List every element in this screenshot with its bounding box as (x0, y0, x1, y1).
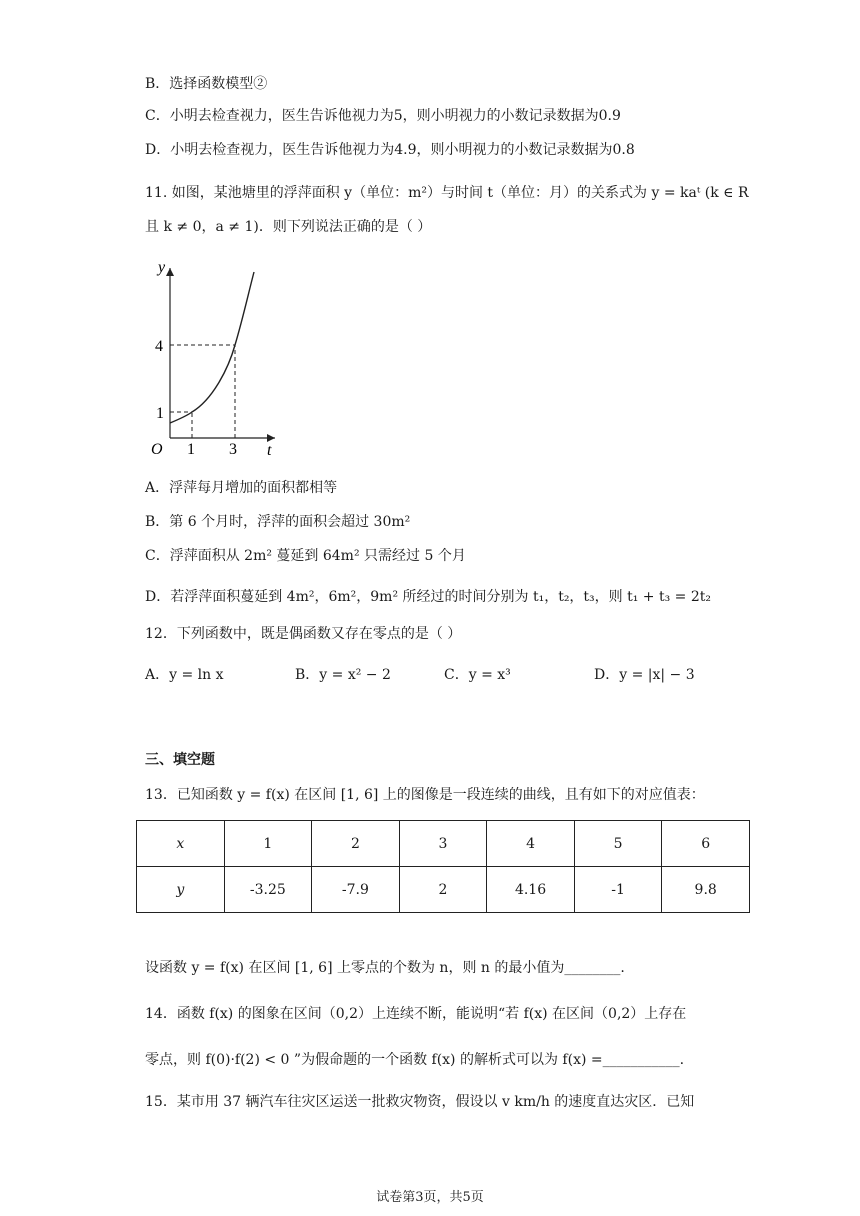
q11-option-a: A．浮萍每月增加的面积都相等 (145, 480, 338, 496)
q12-option-d: D．y = |x| − 3 (594, 667, 695, 683)
exponential-curve (170, 272, 254, 423)
q11-option-c: C．浮萍面积从 2m² 蔓延到 64m² 只需经过 5 个月 (145, 548, 466, 564)
q15-line1: 15．某市用 37 辆汽车往灾区运送一批救灾物资，假设以 v km/h 的速度直达灾区．已知 (145, 1094, 695, 1110)
y-axis-arrow (166, 268, 174, 276)
table-cell: 1 (224, 821, 312, 867)
table-header-y: y (137, 867, 225, 913)
q14-line2: 零点，则 f(0)·f(2) < 0 ”为假命题的一个函数 f(x) 的解析式可以为 f(x) =___________. (145, 1052, 685, 1068)
table-cell: 6 (662, 821, 750, 867)
origin-label: O (151, 441, 163, 458)
page-footer: 试卷第3页，共5页 (376, 1190, 484, 1205)
table-cell: -1 (574, 867, 662, 913)
table-cell: -3.25 (224, 867, 312, 913)
table-row-y (137, 867, 750, 913)
q13-tail: 设函数 y = f(x) 在区间 [1, 6] 上零点的个数为 n，则 n 的最小值为________. (145, 960, 625, 976)
y-axis-label: y (158, 259, 166, 276)
q12-option-a: A．y = ln x (145, 667, 224, 683)
section-title: 三、填空题 (145, 752, 215, 768)
table-cell: -7.9 (312, 867, 400, 913)
q12-option-c: C．y = x³ (444, 667, 511, 683)
q14-line1: 14．函数 f(x) 的图象在区间（0,2）上连续不断，能说明“若 f(x) 在区间（0,2）上存在 (145, 1006, 687, 1022)
value-table (136, 820, 750, 913)
table-cell: 4 (487, 821, 575, 867)
table-cell: 2 (399, 867, 487, 913)
q11-option-b: B．第 6 个月时，浮萍的面积会超过 30m² (145, 514, 411, 530)
q13-stem: 13．已知函数 y = f(x) 在区间 [1, 6] 上的图像是一段连续的曲线，且有如下的对应值表： (145, 787, 705, 803)
t-axis-label: t (267, 442, 272, 459)
table-header-x: x (137, 821, 225, 867)
tick-y-1: 1 (156, 405, 164, 422)
q12-option-b: B．y = x² − 2 (295, 667, 391, 683)
table-cell: 9.8 (662, 867, 750, 913)
tick-t-3: 3 (229, 441, 237, 458)
t-axis-arrow (267, 434, 275, 442)
q12-stem: 12．下列函数中，既是偶函数又存在零点的是（ ） (145, 626, 462, 642)
table-row-x (137, 821, 750, 867)
table-cell: 4.16 (487, 867, 575, 913)
tick-y-4: 4 (155, 338, 163, 355)
q10-option-d: D．小明去检查视力，医生告诉他视力为4.9，则小明视力的小数记录数据为0.8 (145, 142, 635, 158)
q11-stem-line2: 且 k ≠ 0，a ≠ 1)．则下列说法正确的是（ ） (145, 219, 432, 235)
table-cell: 5 (574, 821, 662, 867)
q12-options (145, 664, 745, 684)
tick-t-1: 1 (187, 441, 195, 458)
q10-option-b: B．选择函数模型② (145, 76, 268, 92)
q11-stem-line1: 11. 如图，某池塘里的浮萍面积 y（单位：m²）与时间 t（单位：月）的关系式为 y = kaᵗ (k ∈ R (145, 185, 749, 201)
table-cell: 2 (312, 821, 400, 867)
q11-option-d: D．若浮萍面积蔓延到 4m²，6m²，9m² 所经过的时间分别为 t₁，t₂，t₃，则 t₁ + t₃ = 2t₂ (145, 589, 712, 605)
q11-graph (140, 250, 290, 460)
q10-option-c: C．小明去检查视力，医生告诉他视力为5，则小明视力的小数记录数据为0.9 (145, 108, 621, 124)
table-cell: 3 (399, 821, 487, 867)
